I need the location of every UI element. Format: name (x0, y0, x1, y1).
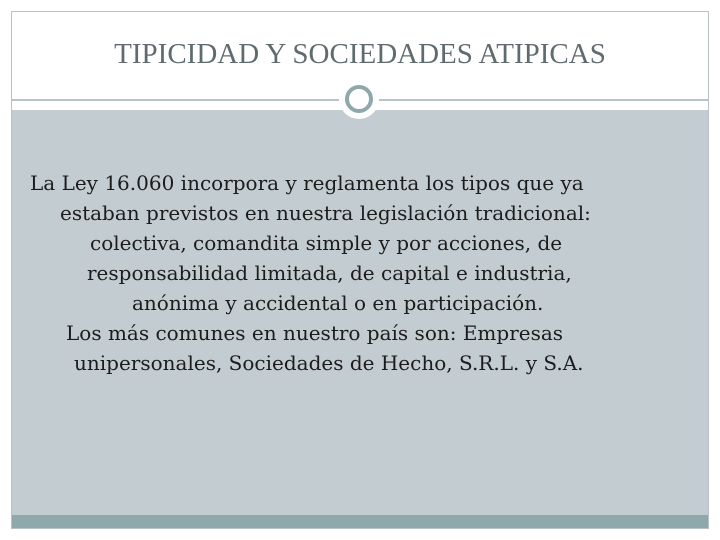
paragraph1-line-1: La Ley 16.060 incorpora y reglamenta los tipos que ya (30, 171, 584, 195)
bottom-accent-bar (12, 515, 708, 528)
body-text (30, 168, 690, 378)
circle-ornament-ring (345, 85, 373, 113)
paragraph1-line-3: colectiva, comandita simple y por acciones, de (90, 231, 563, 255)
paragraph1-line-5: anónima y accidental o en participación. (132, 291, 544, 315)
paragraph1-line-2: estaban previstos en nuestra legislación tradicional: (60, 201, 591, 225)
slide-title: TIPICIDAD Y SOCIEDADES ATIPICAS (114, 38, 606, 70)
circle-ornament-icon (339, 79, 379, 119)
paragraph2-line-1: Los más comunes en nuestro país son: Empresas (66, 321, 564, 345)
paragraph1-line-4: responsabilidad limitada, de capital e industria, (87, 261, 572, 285)
paragraph2-line-2: unipersonales, Sociedades de Hecho, S.R.L. y S.A. (74, 351, 584, 375)
